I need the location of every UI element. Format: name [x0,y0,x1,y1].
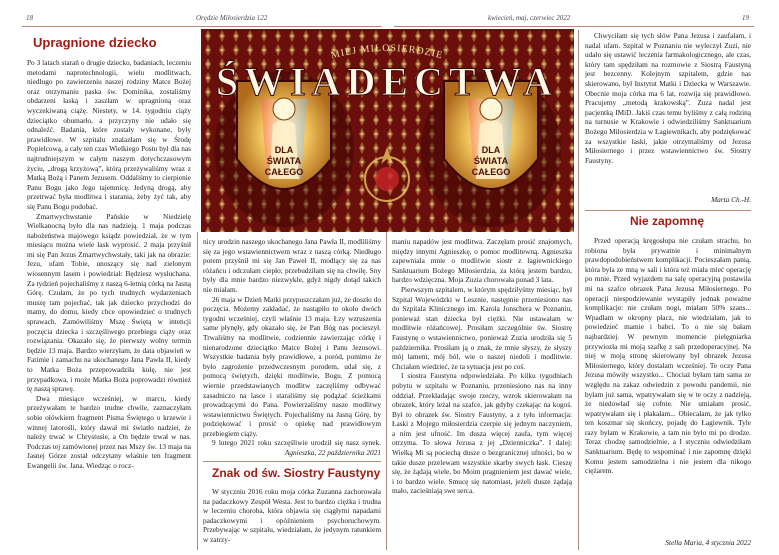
article3-signature-block [585,538,751,549]
article3-paragraph: Przed operacją kręgosłupa nie czułam strachu, bo robiona była prywatnie i minimalnym prawdopodobieństwem komplikacji. Pocieszałam panią, która była ze mną w sali i która też miała mieć operację po mnie. Przed wyjazdem na salę operacyjną postawiła mi na szafce obrazek Pana Jezusa Miłosiernego. Po operacji niespodziewanie wystąpiły jednak poważne komplikacje: nie czułam nogi, miałam 50% szans... Wpadłam w okropny płacz, nie wiedziałam, jak to powiedzieć mamie i babci. To o nie się bałam najbardziej. W pewnym momencie pielęgniarka przywiozła mi moją szafkę z sali przedoperacyjnej. Na niej w moją stronę skierowany był obrazek Jezusa Miłosiernego, który dostałam wcześniej. Te oczy Pana Jezusa mówiły wszystko... Chociaż byłam tam sama ze względu na zakaz odwiedzin z powodu pandemii, nie byłam już sama, wpatrywałam się w te oczy z nadzieją, że niedowład się cofnie. Nie umiałam prosić, wpatrywałam się i płakałam... Obiecałam, że jak tylko ten koszmar się skończy, pojadę do Łagiewnik. Tyle razy byłam w Krakowie, a tam nie było mi po drodze. Teraz chodzę samodzielnie, a I styczniu odwiedziłam Sanktuarium. Będę to wspominać i nie zapomnę dzięki Komu jestem samodzielna i nie jestem dla nikogo ciężarem. [585,236,751,476]
article2-paragraph: I siostra Faustyna odpowiedziała. Po kilku tygodniach pobytu w szpitalu w Poznaniu, przeniesiono nas na inny oddział. Przekładając swoje rzeczy, wzrok skierowałam na obrazek, który leżał na szafce, jak gdyby czekając na kogoś. Był to obrazek św. Siostry Faustyny, a z tyłu informacja: Łaski z Mojego miłosierdzia czerpie się jednym naczyniem, a nim jest ufność. Im dusza więcej zaufa, tym więcej otrzyma. To słowa Jezusa z jej „Dzienniczka”. I dalej: Wielką Mi są pociechą dusze o bezgranicznej ufności, bo w takie dusze przelewam wszystkie skarby swych łask. Cieszę się, że żądają wiele, bo Moim pragnieniem jest dawać wiele, i to bardzo wiele. Smucę się natomiast, jeżeli dusze żądają mało, zacieśniają swe serca. [392,371,572,496]
article2-column-3 [392,237,572,549]
column-divider-3 [578,30,579,550]
left-shield-line-1: DLA [274,145,294,155]
article-separator [585,210,751,211]
article3-signature: Stella Maria, 4 stycznia 2022 [665,538,751,547]
article2-signature-block [585,195,751,206]
article2-paragraph: W styczniu 2016 roku moja córka Zuzanna zachorowała na padaczkowy Zespół Westa. Jest to bardzo ciężka i trudna w leczeniu choroba, która objawia się ciągłymi napadami padaczkowymi i opóźnieniem psychoruchowym. Przebywając w szpitalu, wiedziałam, że jedynym ratunkiem w zatrzy- [203,487,381,544]
article2-paragraph: Chwyciłam się tych słów Pana Jezusa i zaufałam, i nadal ufam. Szpital w Poznaniu nie wyleczył Zuzi, nie udało się ustawić leczenia farmakologicznego, ale czas, który tam spędziłam na rozmowie z Siostrą Faustyną jest bezcenny. Kolejnym szpitalem, gdzie nas skierowano, był Instytut Matki i Dziecka w Warszawie. Obecnie moja córka ma 6 lat, rozwija się prawidłowo. Pracujemy „metodą krakowską”. Zuza nadal jest pacjentką IMiD. Jakiś czas temu byliśmy z całą rodziną na turnusie w Krakowie i odwiedziliśmy Sanktuarium Bożego Miłosierdzia w Łagiewnikach, aby podziękować za wszystkie łaski, jakie otrzymaliśmy od Jezusa Miłosiernego i przez wstawiennictwo św. Siostry Faustyny. [585,31,751,165]
article-title-znak-od-faustyny: Znak od św. Siostry Faustyny [212,466,381,480]
left-shield-line-3: CAŁEGO [264,167,304,177]
article2-column-4 [585,31,751,195]
article2-column-2 [203,487,381,547]
banner-artwork [201,29,574,232]
right-shield-line-2: ŚWIATA [473,156,509,166]
header-rule-left [22,26,382,27]
left-page-number: 18 [26,14,33,22]
right-page-number: 19 [742,14,749,22]
right-shield-line-3: CAŁEGO [471,167,511,177]
article-title-upragnione-dziecko: Upragnione dziecko [33,35,157,50]
banner-headline: ŚWIADECTWA [215,59,559,104]
article1-paragraph: 9 lutego 2021 roku szczęśliwie urodził się nasz synek. [212,438,381,448]
article1-paragraph: 26 maja w Dzień Matki przypuszczałam już, że doszło do poczęcia. Możemy zakładać, że nastąpiło to około dwóch tygodni wcześniej, czyli właśnie 13 maja. Łzy wzruszenia same płynęły, gdy okazało się, że Pan Bóg nas pocieszył. Trwaliśmy na modlitwie, codziennie zawierzając córkę i nienarodzone dzieciątko Matce Bożej i Panu Jezusowi. Wszystkie badania były prawidłowe, a poród, pomimo że było zagrożenie przedwczesnym porodem, udał się, z pomocą świętych, dzięki modlitwie, Bogu. Z pomocą wiernie przedstawianych modlitw zaczęliśmy odbywać zasadniczo na lasce i staraliśmy się podążać ścieżkami prowadzącymi do Pana. Powierzaliśmy nasze modlitwy wstawiennictwu Świętych. Pojechaliśmy na Jasną Górę, by podziękować i prosić o opiekę nad prawidłowym przebiegiem ciąży. [203,294,381,438]
article1-paragraph: Zmartwychwstanie Pańskie w Niedzielę Wielkanocną było dla nas nadzieją. 1 maja podczas nabożeństwa majowego ksiądz powiedział, że w tym miesiącu można wiele łask wyprosić. 2 maja przyśnił mi się Pan Jezus Zmartwychwstały, taki jak na obrazie: Jezu, ufam Tobie, unoszący się nad zielonym wiosennym lasem i powiedział: Będziesz wysłuchana. Za tydzień pojechaliśmy z naszą 6-letnią córką na Jasną Górę. Czułam, że po tych trudnych wydarzeniach muszę tam pojechać, tak jak dziecko przychodzi do mamy, do domu, kiedy chce opowiedzieć o trudnych sprawach. Zamówiliśmy Mszę Świętą w intencji poczęcia dziecka i szczęśliwego przebiegu ciąży oraz rozwiązania. Okazało się, że pierwszy wolny termin będzie 13 maja. Bardzo wierzyłam, że data objawień w Fatimie i zamachu na ukochanego Jana Pawła II, kiedy to Matka Boża przeprowadziła kulę, nie jest przypadkowa, i może Matka Boża poprowadzi również tę naszą sprawę. [27,211,191,394]
article2-signature: Marta Ch.-H. [711,195,751,204]
article1-paragraph: nicy urodzin naszego ukochanego Jana Pawła II, modliliśmy się za jego wstawiennictwem wraz z naszą córką. Niedługo potem przyśnił mi się Jan Paweł II, modlący się za nas różańcu i odczułam ciepło; przebudziłam się na chwilę. Sny były dla mnie bardzo niezwykłe, gdyż nigdy dotąd takich nie miałam. [203,237,381,294]
article1-column-2 [203,237,381,450]
article1-paragraph: Po 3 latach starań o drugie dziecko, badaniach, leczeniu metodami naprotechnologii, wielu modlitwach, niedługo po zawierzeniu naszej rodziny Matce Bożej oraz otrzymaniu paska św. Dominika, zostaliśmy obdarzeni łaską i zaszłam w upragnioną oraz wyczekiwaną ciążę. Niestety, w 14. tygodniu ciąży dzieciątko obumarło, a przyczyny nie udało się odnaleźć. Badania, które zostały wykonane, były prawidłowe. W szpitalu znalazłam się w Środę Popielcową, a cały ten czas Wielkiego Postu był dla nas najtrudniejszym w całym naszym dotychczasowym życiu, „drogą krzyżową”, którą przeżywaliśmy wraz z Matką Bożą i Panem Jezusem. Oddaliśmy to cierpienie Panu Bogu jako Jego tajemnicę. Jedyną drogą, aby przetrwać była modlitwa i starania, żeby żyć tak, aby się Panu Bogu podobać. [27,58,191,211]
magazine-title: Orędzie Miłosierdzia 122 [196,14,268,22]
article1-column-1 [27,58,191,546]
issue-dates: kwiecień, maj, czerwiec 2022 [488,14,571,22]
article3-column-4 [585,236,751,536]
header-rule-right [394,26,754,27]
article1-paragraph: Dwa miesiące wcześniej, w marcu, kiedy przeżywałam te bardzo trudne chwile, zaznaczyłam sobie ołówkiem fragment Pisma Świętego o krzewie i winnej latorośli, który dawał mi światło nadziei, że należy trwać w Chrystusie, a On będzie trwał w nas. Podczas tej zamówionej przez nas Mszy św. 13 maja na Jasnej Górze został odczytany właśnie ten fragment Ewangelii św. Jana. Wiedząc o rocz- [27,393,191,470]
column-divider-center [386,232,387,550]
banner-arc-text: MIEJ MIŁOSIERDZIE [329,42,445,62]
article-title-nie-zapomne: Nie zapomnę [630,214,705,228]
article2-paragraph: Pierwszym szpitalem, w którym spędziłyśmy miesiąc, był Szpital Wojewódzki w Lesznie, następnie przeniesiono nas do Szpitala Klinicznego im. Karola Jonschera w Poznaniu, ponieważ stan dziecka był ciężki. Nie ustawałam w modlitwie różańcowej. Prosiłam szczególnie św. Siostrę Faustynę o wstawiennictwo, ponieważ Zuzia urodziła się 5 października. Prosiłam ją o znak, że mnie słyszy, że słyszy mój lament, mój ból, wie o naszej niedoli i modlitwie. Chciałam wiedzieć, że ta sytuacja jest po coś. [392,284,572,371]
article1-signature: Agnieszka, 22 października 2021 [284,448,381,457]
left-shield-line-2: ŚWIATA [266,156,302,166]
swiadectwa-banner [201,29,574,232]
right-shield-line-1: DLA [481,145,501,155]
article-separator [203,461,381,462]
article1-signature-block [203,448,381,459]
column-divider-1 [197,232,198,550]
article2-paragraph: maniu napadów jest modlitwa. Zaczęłam prosić znajomych, między innymi Agnieszkę, o pomoc modlitewną. Agnieszka zapewniała mnie o modlitwie siostr z łagiewnickiego Sanktuarium Bożego Miłosierdzia, za którą jestem bardzo, bardzo wdzięczna. Moja Zuzia chorowała ponad 3 lata. [392,237,572,285]
